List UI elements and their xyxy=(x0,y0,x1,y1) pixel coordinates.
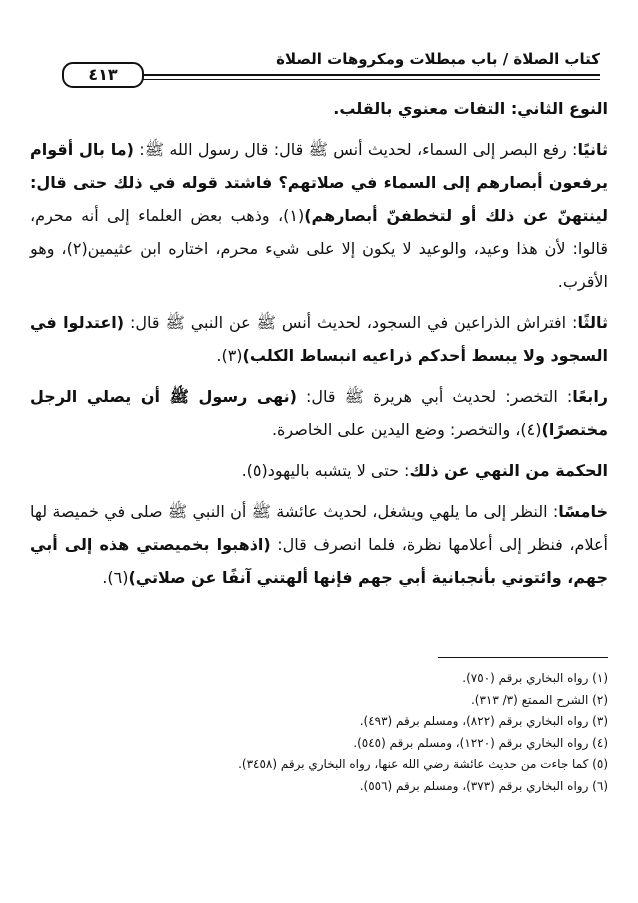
footnote-2: (٢) الشرح الممتع (٣/ ٣١٣). xyxy=(470,692,608,707)
paragraph-4-text-a: : التخصر: لحديث أبي هريرة ﷺ قال: xyxy=(296,387,573,406)
page-number: ٤١٣ xyxy=(62,62,144,88)
paragraph-4 xyxy=(30,380,608,446)
paragraph-3-text-b: (٣). xyxy=(216,346,243,365)
footnote-3: (٣) رواه البخاري برقم (٨٢٢)، ومسلم برقم (٤٩٣). xyxy=(359,714,608,728)
paragraph-3-heading: ثالثًا xyxy=(577,313,608,332)
paragraph-2 xyxy=(30,133,608,298)
paragraph-3-text-a: : افتراش الذراعين في السجود، لحديث أنس ﷺ عن النبي ﷺ قال: xyxy=(124,313,578,332)
paragraph-1-text: النوع الثاني: التفات معنوي بالقلب. xyxy=(333,99,608,118)
paragraph-6-heading: خامسًا xyxy=(558,502,608,521)
paragraph-6-text-b: (٦). xyxy=(102,568,129,587)
paragraph-5-heading: الحكمة من النهي عن ذلك xyxy=(409,461,608,480)
footnote-6: (٦) رواه البخاري برقم (٣٧٣)، ومسلم برقم (٥٥٦). xyxy=(359,778,608,793)
paragraph-2-text-a: : رفع البصر إلى السماء، لحديث أنس ﷺ قال: قال رسول الله ﷺ: xyxy=(133,140,578,159)
paragraph-5-text-a: : حتى لا يتشبه باليهود(٥). xyxy=(241,461,410,480)
paragraph-4-hadith-quote: (نهى رسول ﷺ أن يصلي الرجل مختصرًا) xyxy=(30,387,608,439)
page-header xyxy=(40,48,600,86)
footnote-1: (١) رواه البخاري برقم (٧٥٠). xyxy=(462,671,608,685)
paragraph-5 xyxy=(30,454,608,487)
main-text xyxy=(30,92,608,602)
paragraph-3-hadith-quote: (اعتدلوا في السجود ولا يبسط أحدكم ذراعيه انبساط الكلب) xyxy=(30,313,608,365)
header-rule-thin xyxy=(140,79,600,80)
paragraph-6-text-a: : النظر إلى ما يلهي ويشغل، لحديث عائشة ﷺ أن النبي ﷺ صلى في خميصة لها أعلام، فنظر إلى أعلامها نظرة، فلما انصرف قال: xyxy=(30,502,608,554)
footnote-5: (٥) كما جاءت من حديث عائشة رضي الله عنها، رواه البخاري برقم (٣٤٥٨). xyxy=(238,757,608,771)
footnote-4: (٤) رواه البخاري برقم (١٢٢٠)، ومسلم برقم (٥٤٥). xyxy=(353,735,608,750)
paragraph-6 xyxy=(30,495,608,594)
paragraph-6-hadith-quote: (اذهبوا بخميصتي هذه إلى أبي جهم، وائتوني بأنجبانية أبي جهم فإنها ألهتني آنفًا عن صلاتي) xyxy=(30,535,608,587)
running-title: كتاب الصلاة / باب مبطلات ومكروهات الصلاة xyxy=(276,50,600,68)
paragraph-2-text-b: (١)، وذهب بعض العلماء إلى أنه محرم، قالوا: لأن هذا وعيد، والوعيد لا يكون إلا على شيء محرم، اختاره ابن عثيمين(٢)، وهو الأقرب. xyxy=(30,206,609,291)
paragraph-3 xyxy=(30,306,608,372)
header-rule-thick xyxy=(140,74,600,76)
footnotes xyxy=(30,668,608,797)
paragraph-4-text-b: (٤)، والتخصر: وضع اليدين على الخاصرة. xyxy=(271,420,542,439)
paragraph-4-heading: رابعًا xyxy=(572,387,609,406)
paragraph-1 xyxy=(30,92,608,125)
paragraph-2-hadith-quote: (ما بال أقوام يرفعون أبصارهم إلى السماء في صلاتهم؟ فاشتد قوله في ذلك حتى قال: لينتهنّ عن ذلك أو لتخطفنّ أبصارهم) xyxy=(30,140,609,225)
footnote-separator xyxy=(438,657,608,658)
paragraph-2-heading: ثانيًا xyxy=(577,140,609,159)
